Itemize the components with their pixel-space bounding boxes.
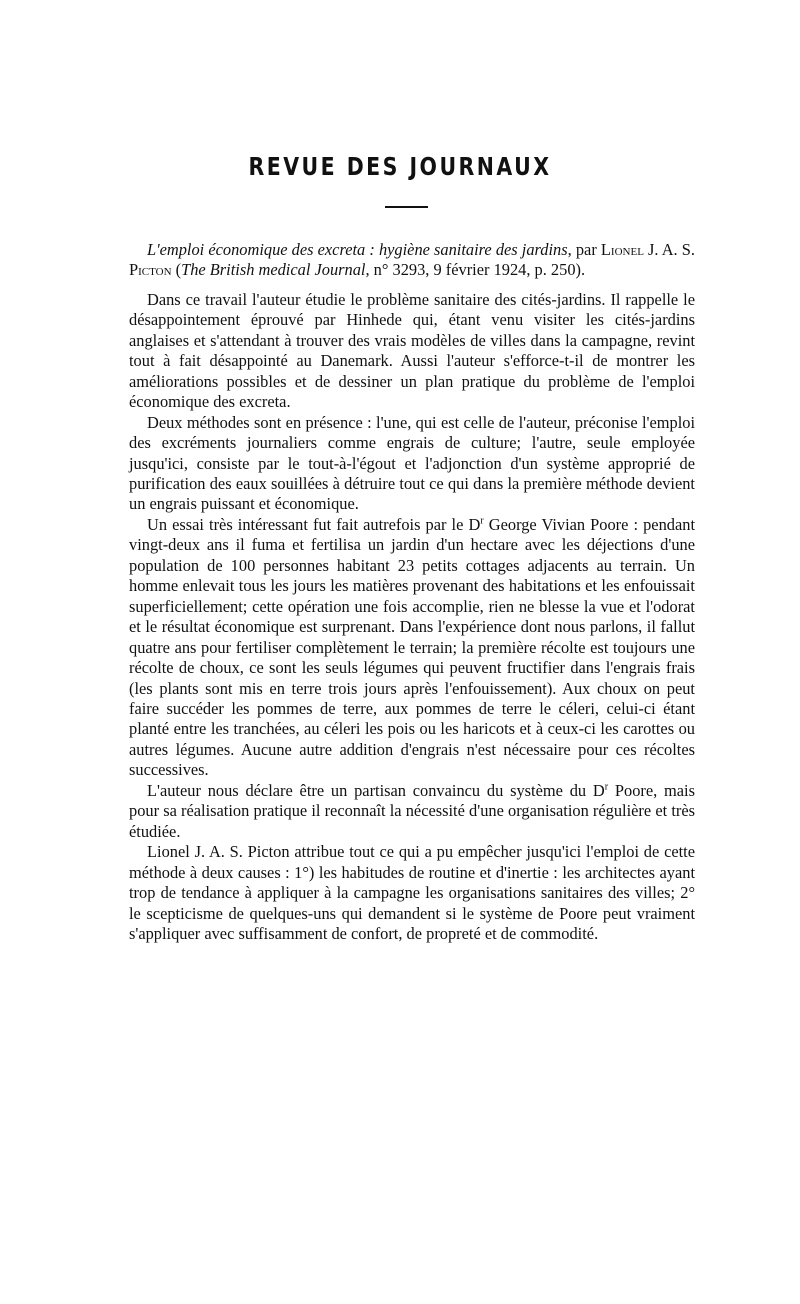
reference-open-paren: (: [171, 260, 182, 280]
reference-details: , n° 3293, 9 février 1924, p. 250).: [365, 260, 586, 280]
bibliographic-reference: [129, 240, 695, 281]
reference-author: Lionel J. A. S. Picton: [129, 240, 695, 280]
page-title: REVUE DES JOURNAUX: [248, 152, 552, 181]
reference-by: , par: [567, 240, 601, 259]
paragraph-4: [129, 781, 695, 842]
paragraph-1: Dans ce travail l'auteur étudie le problème sanitaire des cités-jardins. Il rappelle le désappointement éprouvé par Hinhede qui, étant venu visiter les cités-jardins anglaises et s'attendant à trouver des vrais modèles de villes dans la campagne, revint tout à fait désappointé au Danemark. Aussi l'auteur s'efforce-t-il de montrer les améliorations possibles et de dessiner un plan pratique du problème de l'emploi économique des excreta.: [129, 289, 695, 412]
paragraph-4-superscript: r: [604, 781, 609, 793]
paragraph-4-rest: Poore, mais pour sa réalisation pratique il reconnaît la nécessité d'une organisation régulière et très étudiée.: [129, 780, 695, 841]
paragraph-3: [129, 515, 695, 781]
paragraph-4-start: L'auteur nous déclare être un partisan convaincu du système du D: [147, 780, 605, 800]
paragraph-5: Lionel J. A. S. Picton attribue tout ce qui a pu empêcher jusqu'ici l'emploi de cette méthode à deux causes : 1°) les habitudes de routine et d'inertie : les architectes ayant trop de tendance à appliquer à la campagne les organisations sanitaires des villes; 2° le scepticisme de quelques-uns qui demandent si le système de Poore peut vraiment s'appliquer avec suffisamment de confort, de propreté et de commodité.: [129, 842, 695, 943]
paragraph-2: Deux méthodes sont en présence : l'une, qui est celle de l'auteur, préconise l'emploi des excréments journaliers comme engrais de culture; l'autre, seule employée jusqu'ici, consiste par le tout-à-l'égout et l'adjonction d'un système approprié de purification des eaux souillées à détruire tout ce qui dans la première méthode devient un engrais puissant et économique.: [129, 412, 695, 514]
reference-title: L'emploi économique des excreta : hygiène sanitaire des jardins: [147, 240, 568, 259]
title-divider: [385, 206, 428, 208]
reference-source: The British medical Journal: [181, 260, 366, 280]
article-body: [129, 240, 695, 944]
paragraph-3-start: Un essai très intéressant fut fait autrefois par le D: [147, 514, 481, 534]
paragraph-3-superscript: r: [480, 515, 484, 527]
paragraph-3-rest: George Vivian Poore : pendant vingt-deux ans il fuma et fertilisa un jardin d'un hectare avec les déjections d'une population de 100 personnes habitant 23 petits cottages adjacents au terrain. Un homme enlevait tous les jours les matières provenant des habitations et les enfouissait superficiellement; cette opération une fois accomplie, rien ne blesse la vue et l'odorat et le résultat économique est surprenant. Dans l'expérience dont nous parlons, il fallut quatre ans pour fertiliser complètement le terrain; la première récolte est toujours une récolte de choux, ce sont les seuls légumes qui peuvent fructifier dans l'engrais frais (les plants sont mis en terre trois jours après l'enfouissement). Aux choux on peut faire succéder les pommes de terre, aux pommes de terre le céleri, celui-ci étant planté entre les tranchées, au céleri les pois ou les haricots et à ceux-ci les carottes ou autres légumes. Aucune autre addition d'engrais n'est nécessaire pour ces récoltes successives.: [129, 514, 695, 780]
